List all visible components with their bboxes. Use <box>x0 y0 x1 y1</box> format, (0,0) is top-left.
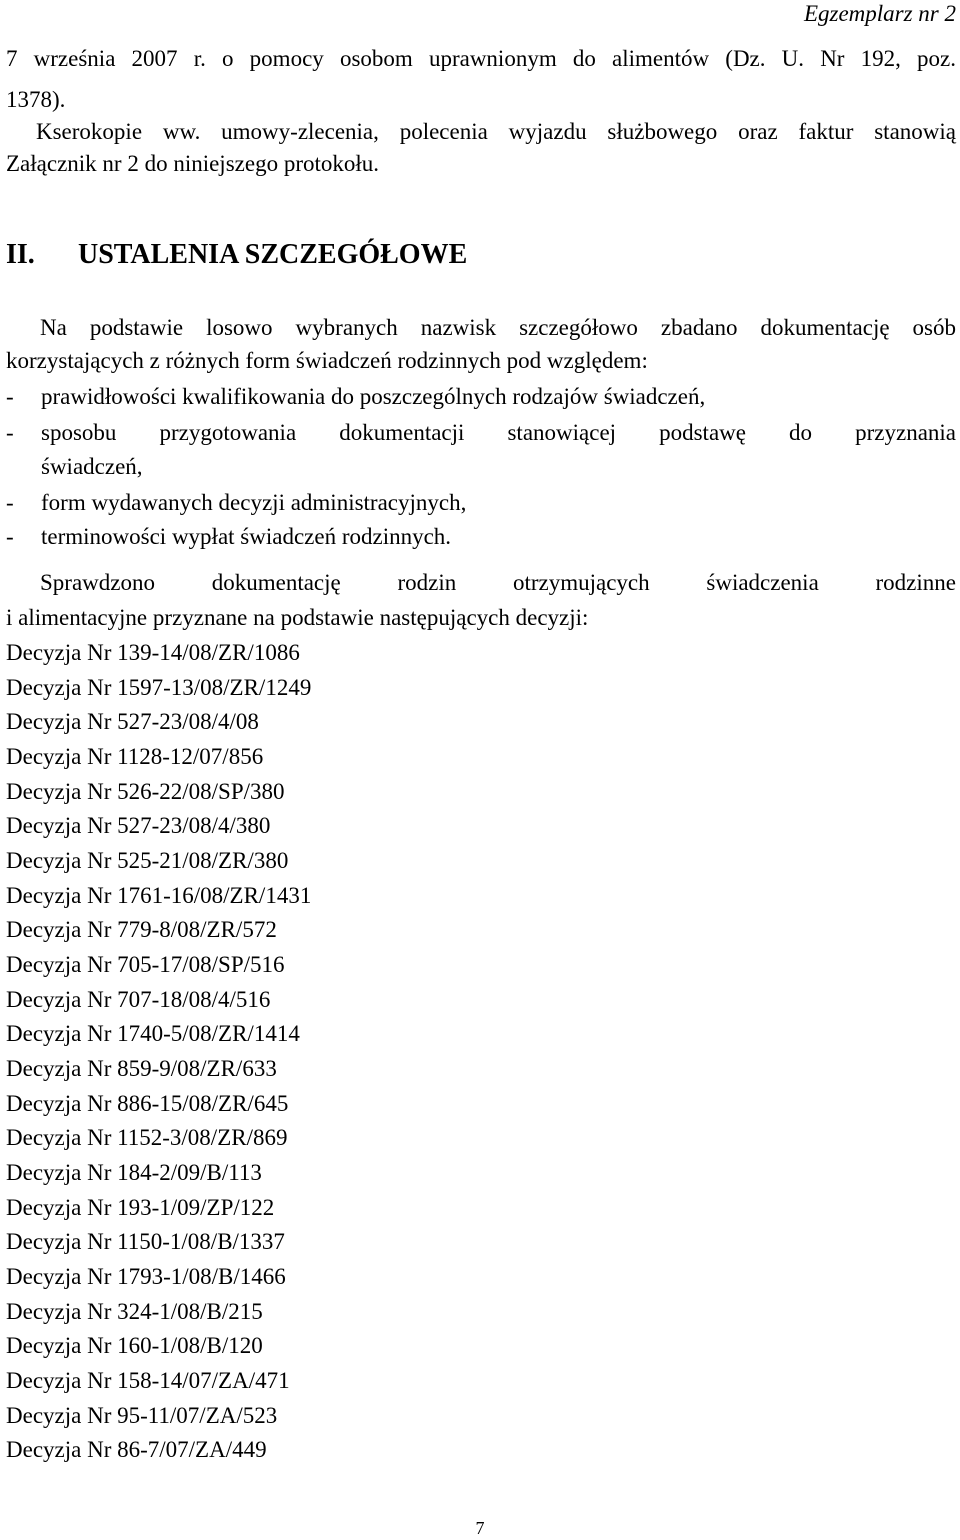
bullet-text: prawidłowości kwalifikowania do poszczególnych rodzajów świadczeń, <box>41 384 706 409</box>
decision-item: Decyzja Nr 95-11/07/ZA/523 <box>6 1403 278 1428</box>
bullet-text: sposobu przygotowania dokumentacji stanowiącej podstawę do przyznania <box>41 420 956 445</box>
decision-item: Decyzja Nr 707-18/08/4/516 <box>6 987 271 1012</box>
decision-item: Decyzja Nr 193-1/09/ZP/122 <box>6 1195 275 1220</box>
bullet-dash: - <box>6 524 14 549</box>
intro-line-3: Kserokopie ww. umowy-zlecenia, polecenia wyjazdu służbowego oraz faktur stanowią <box>36 119 956 144</box>
bullet-dash: - <box>6 420 14 445</box>
decision-item: Decyzja Nr 184-2/09/B/113 <box>6 1160 262 1185</box>
paragraph1-line-2: korzystających z różnych form świadczeń rodzinnych pod względem: <box>6 348 648 373</box>
bullet-text: form wydawanych decyzji administracyjnych, <box>41 490 467 515</box>
decision-item: Decyzja Nr 1761-16/08/ZR/1431 <box>6 883 312 908</box>
decision-item: Decyzja Nr 859-9/08/ZR/633 <box>6 1056 277 1081</box>
decision-item: Decyzja Nr 160-1/08/B/120 <box>6 1333 263 1358</box>
decision-item: Decyzja Nr 158-14/07/ZA/471 <box>6 1368 290 1393</box>
bullet-dash: - <box>6 490 14 515</box>
decision-item: Decyzja Nr 1793-1/08/B/1466 <box>6 1264 286 1289</box>
paragraph2-line-2: i alimentacyjne przyznane na podstawie następujących decyzji: <box>6 605 589 630</box>
copy-label: Egzemplarz nr 2 <box>803 1 956 26</box>
intro-line-1: 7 września 2007 r. o pomocy osobom uprawnionym do alimentów (Dz. U. Nr 192, poz. <box>6 46 956 71</box>
page-number: 7 <box>475 1518 485 1538</box>
paragraph1-line-1: Na podstawie losowo wybranych nazwisk szczegółowo zbadano dokumentację osób <box>40 315 956 340</box>
decision-item: Decyzja Nr 886-15/08/ZR/645 <box>6 1091 289 1116</box>
decision-item: Decyzja Nr 1150-1/08/B/1337 <box>6 1229 285 1254</box>
decision-item: Decyzja Nr 1597-13/08/ZR/1249 <box>6 675 312 700</box>
intro-line-4: Załącznik nr 2 do niniejszego protokołu. <box>6 151 380 176</box>
decision-item: Decyzja Nr 779-8/08/ZR/572 <box>6 917 277 942</box>
decision-item: Decyzja Nr 86-7/07/ZA/449 <box>6 1437 267 1462</box>
bullet-text: terminowości wypłat świadczeń rodzinnych. <box>41 524 452 549</box>
decision-item: Decyzja Nr 324-1/08/B/215 <box>6 1299 263 1324</box>
decision-item: Decyzja Nr 1152-3/08/ZR/869 <box>6 1125 288 1150</box>
paragraph2-line-1: Sprawdzono dokumentację rodzin otrzymujących świadczenia rodzinne <box>40 570 956 595</box>
section-title: USTALENIA SZCZEGÓŁOWE <box>78 239 468 270</box>
decision-item: Decyzja Nr 527-23/08/4/380 <box>6 813 271 838</box>
section-heading <box>6 237 467 273</box>
decision-item: Decyzja Nr 139-14/08/ZR/1086 <box>6 640 300 665</box>
section-number: II. <box>6 239 35 270</box>
decision-item: Decyzja Nr 1740-5/08/ZR/1414 <box>6 1021 300 1046</box>
decision-item: Decyzja Nr 527-23/08/4/08 <box>6 709 259 734</box>
decision-item: Decyzja Nr 526-22/08/SP/380 <box>6 779 285 804</box>
intro-line-2: 1378). <box>6 87 66 112</box>
decision-item: Decyzja Nr 705-17/08/SP/516 <box>6 952 285 977</box>
decision-item: Decyzja Nr 1128-12/07/856 <box>6 744 264 769</box>
decision-item: Decyzja Nr 525-21/08/ZR/380 <box>6 848 289 873</box>
bullet-text: świadczeń, <box>41 454 143 479</box>
bullet-dash: - <box>6 384 14 409</box>
